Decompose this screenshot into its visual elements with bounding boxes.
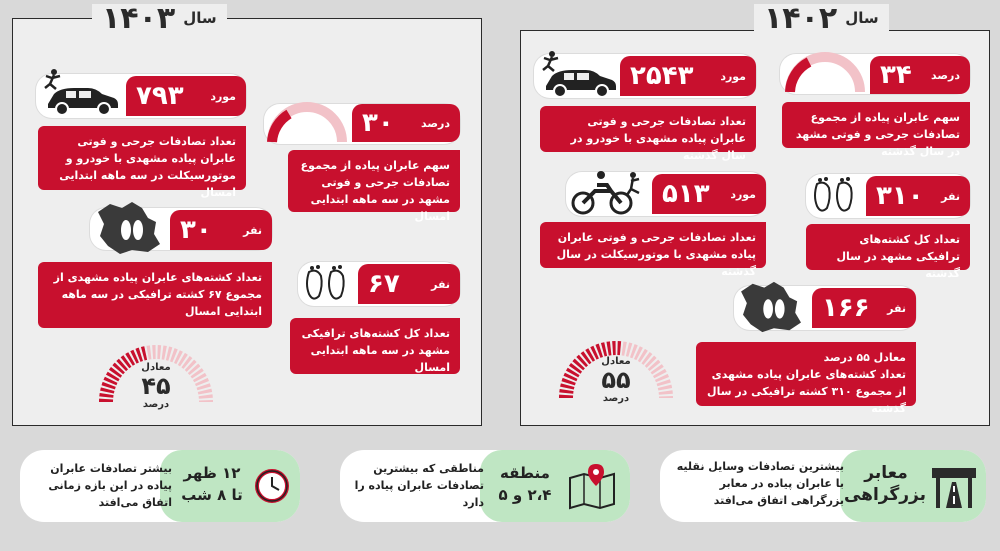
map-value-badge: [170, 210, 272, 250]
gauge-1402-caption: معادل: [601, 356, 631, 367]
zone-card: [340, 450, 630, 522]
gauge-1403-caption: معادل: [141, 362, 171, 373]
gauge-1402-unit: درصد: [602, 393, 630, 404]
gauge-1402-value: ۵۵: [601, 366, 631, 394]
gauge-1403-label: [120, 362, 192, 410]
map-desc-title: معادل ۵۵ درصد: [823, 351, 906, 364]
moto-value: ۵۱۳: [662, 179, 710, 209]
share-desc: سهم عابران پیاده از مجموع تصادفات جرحی و فوتی مشهد در سه ماهه ابتدایی امسال: [288, 150, 460, 212]
car-accident-icon: [36, 64, 122, 120]
zone-card-text: مناطقی که بیشترین تصادفات عابران پیاده را دارد: [354, 462, 484, 509]
feet-value-badge: [866, 176, 970, 216]
zone-line1: منطقه: [500, 464, 550, 482]
moto-value-badge: [652, 174, 766, 214]
road-line1: معابر: [864, 463, 908, 483]
share-desc: سهم عابران پیاده از مجموع تصادفات جرحی و فوتی مشهد در سال گذشته: [782, 102, 970, 148]
motorcycle-accident-icon: [566, 166, 648, 218]
year-label: سال: [845, 9, 879, 27]
feet-value-badge: [358, 264, 460, 304]
share-unit: درصد: [421, 116, 450, 130]
year-number: ۱۴۰۲: [764, 0, 838, 36]
map-pin-icon: [566, 462, 618, 510]
feet-desc: تعداد کل کشته‌های ترافیکی مشهد در سال گذشته: [806, 224, 970, 270]
car-unit: مورد: [720, 69, 746, 83]
zone-card-title: [488, 462, 562, 506]
feet-desc: تعداد کل کشته‌های ترافیکی مشهد در سه ماهه ابتدایی امسال: [290, 318, 460, 374]
time-line2: تا ۸ شب: [181, 486, 243, 504]
car-desc: تعداد تصادفات جرحی و فوتی عابران پیاده مشهدی با خودرو در سال گذشته: [540, 106, 756, 152]
map-desc: تعداد کشته‌های عابران پیاده مشهدی از مجموع ۳۱۰ کشته ترافیکی در سال گذشته: [707, 368, 906, 415]
clock-icon: [252, 466, 292, 506]
footprints-icon: [806, 176, 864, 216]
road-card-title: [843, 462, 926, 506]
share-value-badge: [352, 104, 460, 142]
car-accident-icon: [534, 46, 620, 102]
time-card-text: بیشتر تصادفات عابران پیاده در این بازه زمانی اتفاق می‌افتد: [48, 462, 172, 509]
footprints-icon: [298, 262, 356, 306]
gauge-1403-unit: درصد: [142, 399, 170, 410]
map-desc: تعداد کشته‌های عابران پیاده مشهدی از مجموع ۶۷ کشته ترافیکی در سه ماهه ابتدایی امسال: [38, 262, 272, 328]
feet-value: ۶۷: [368, 269, 400, 299]
zone-line2: ۲،۴ و ۵: [498, 486, 552, 504]
year-number: ۱۴۰۳: [102, 0, 176, 36]
time-card-title: [180, 462, 244, 506]
share-unit: درصد: [931, 68, 960, 82]
map-value-badge: [812, 288, 916, 328]
road-card: [660, 450, 986, 522]
gauge-1402-label: [580, 356, 652, 404]
year-label: سال: [183, 9, 217, 27]
map-desc-box: [696, 342, 916, 415]
mashhad-map-icon: [92, 198, 168, 258]
feet-unit: نفر: [431, 277, 450, 291]
road-line2: بزرگراهی: [843, 485, 926, 505]
feet-value: ۳۱۰: [876, 181, 924, 211]
car-value: ۲۵۴۳: [630, 61, 694, 91]
time-line1: ۱۲ ظهر: [183, 464, 241, 482]
feet-unit: نفر: [941, 189, 960, 203]
highway-icon: [930, 464, 978, 510]
car-unit: مورد: [210, 89, 236, 103]
moto-unit: مورد: [730, 187, 756, 201]
car-value-badge: [620, 56, 756, 96]
share-value: ۳۴: [880, 60, 912, 90]
car-value-badge: [126, 76, 246, 116]
map-unit: نفر: [243, 223, 262, 237]
share-gauge-icon: [782, 48, 868, 94]
time-card: [20, 450, 300, 522]
moto-desc: تعداد تصادفات جرحی و فوتی عابران پیاده مشهدی با موتورسیکلت در سال گذشته: [540, 222, 766, 268]
car-value: ۷۹۳: [136, 81, 184, 111]
year-title-1402: [754, 0, 889, 36]
share-value-badge: [870, 56, 970, 94]
year-title-1403: [92, 0, 227, 36]
map-value: ۳۰: [180, 215, 212, 245]
mashhad-map-icon: [734, 278, 810, 336]
map-unit: نفر: [887, 301, 906, 315]
car-desc: تعداد تصادفات جرحی و فوتی عابران پیاده مشهدی با خودرو و موتورسیکلت در سه ماهه ابتدایی امسال: [38, 126, 246, 190]
road-card-text: بیشترین تصادفات وسایل نقلیه با عابران پیاده در معابر بزرگراهی اتفاق می‌افتد: [676, 460, 844, 507]
map-value: ۱۶۶: [822, 293, 870, 323]
share-value: ۳۰: [362, 108, 394, 138]
gauge-1403-value: ۴۵: [141, 372, 171, 400]
share-gauge-icon: [264, 98, 350, 144]
